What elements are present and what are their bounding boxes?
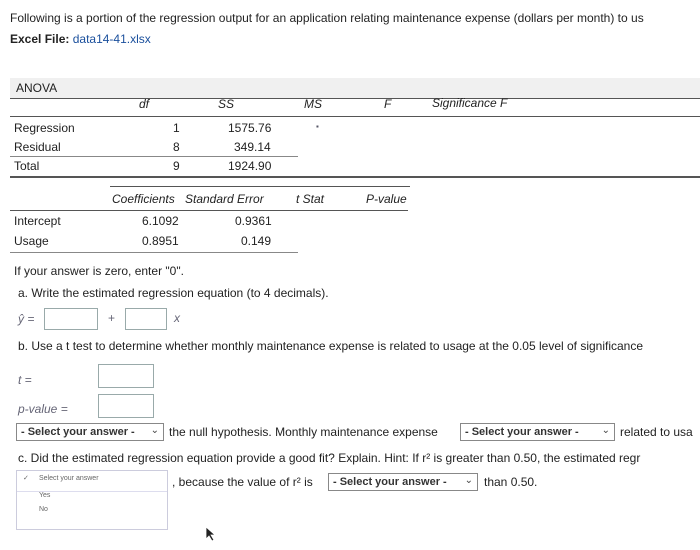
coef-cell-coefficient: 6.1092 [142,214,179,228]
p-value-label: p-value = [18,402,68,416]
zero-note: If your answer is zero, enter "0". [14,264,184,278]
x-variable: x [174,311,180,325]
coef-header-coefficients: Coefficients [112,192,175,206]
coef-row-label: Intercept [14,214,61,228]
t-label: t = [18,373,32,387]
chevron-down-icon: ⌄ [150,425,159,436]
divider [10,252,298,253]
divider [110,186,410,187]
coef-cell-coefficient: 0.8951 [142,234,179,248]
anova-title-bar [10,78,700,98]
coef-header-t-stat: t Stat [296,192,325,206]
coef-cell-standard-error: 0.9361 [235,214,272,228]
coef-cell-standard-error: 0.149 [241,234,272,248]
coef-header-standard-error: Standard Error [185,192,264,206]
divider [10,98,700,99]
anova-cell-ss: 1575.76 [228,121,272,135]
excel-file-link[interactable]: data14-41.xlsx [72,32,151,46]
yhat-label: ŷ = [18,312,35,326]
dropdown-option[interactable]: Yes [39,492,51,499]
chevron-down-icon: ⌄ [464,475,473,486]
divider [10,210,408,211]
hypothesis-decision-select[interactable] [16,423,164,441]
anova-row-label: Residual [14,140,61,154]
divider [10,156,298,157]
anova-header-ss: SS [218,97,235,111]
plus-sign: + [108,311,116,325]
excel-file-line [10,32,151,46]
question-c: c. Did the estimated regression equation provide a good fit? Explain. Hint: If r² is greater than 0.50, the estimated regr [18,451,641,465]
anova-cell-df: 9 [173,159,180,173]
p-value-input[interactable] [98,394,154,418]
relation-select[interactable] [460,423,615,441]
excel-file-label: Excel File: [10,32,70,46]
question-b: b. Use a t test to determine whether monthly maintenance expense is related to usage at the 0.05 level of significance [18,339,644,353]
question-a: a. Write the estimated regression equation (to 4 decimals). [18,286,329,300]
anova-row-label: Total [14,159,40,173]
coef-header-p-value: P-value [366,192,407,206]
coef-row-label: Usage [14,234,49,248]
select-label: - Select your answer - [333,476,447,488]
divider [10,116,700,117]
anova-cell-ss: 349.14 [234,140,271,154]
anova-cell-df: 1 [173,121,180,135]
good-fit-dropdown-list[interactable] [16,470,168,530]
slope-input[interactable] [125,308,167,330]
anova-header-df: df [139,97,150,111]
anova-header-significance-f: Significance F [432,96,508,110]
intro-text: Following is a portion of the regression output for an application relating maintenance expense (dollars per month) to us [10,11,644,25]
anova-row-label: Regression [14,121,75,135]
anova-title: ANOVA [16,81,58,95]
anova-cell-df: 8 [173,140,180,154]
t-stat-input[interactable] [98,364,154,388]
anova-header-ms: MS [304,97,322,111]
dropdown-option[interactable]: ✓ Select your answer [17,471,167,492]
anova-cell-ms-marker: ▪ [316,122,319,131]
intercept-input[interactable] [44,308,98,330]
than-text: than 0.50. [484,475,538,489]
divider [10,176,700,178]
dropdown-option[interactable]: No [39,506,48,513]
relation-trailing-text: related to usa [620,425,693,439]
anova-cell-ss: 1924.90 [228,159,272,173]
select-label: - Select your answer - [465,426,579,438]
r-squared-comparison-select[interactable] [328,473,478,491]
mouse-cursor-icon [205,526,217,542]
anova-header-f: F [384,97,392,111]
hypothesis-text: the null hypothesis. Monthly maintenance expense [169,425,438,439]
because-text: , because the value of r² is [172,475,313,489]
chevron-down-icon: ⌄ [601,425,610,436]
select-label: - Select your answer - [21,426,135,438]
